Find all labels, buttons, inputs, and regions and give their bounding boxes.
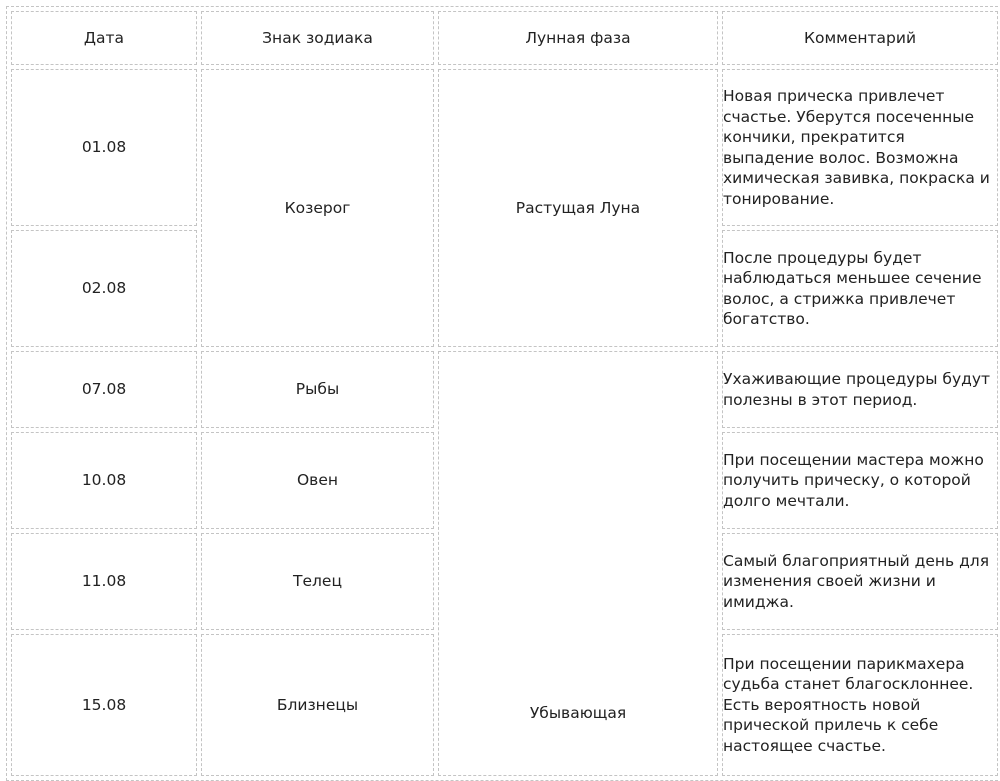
header-date: Дата [11,11,197,65]
date-cell: 02.08 [11,230,197,347]
date-cell: 01.08 [11,69,197,226]
date-cell: 10.08 [11,432,197,529]
header-zodiac-sign: Знак зодиака [201,11,434,65]
zodiac-sign-cell: Козерог [201,69,434,347]
comment-cell: Ухаживающие процедуры будут полезны в этот период. [722,351,998,428]
comment-cell: Самый благоприятный день для изменения своей жизни и имиджа. [722,533,998,630]
comment-cell: После процедуры будет наблюдаться меньшее сечение волос, а стрижка привлечет богатство. [722,230,998,347]
zodiac-sign-cell: Рыбы [201,351,434,428]
date-cell: 07.08 [11,351,197,428]
moon-phase-cell: Растущая Луна [438,69,718,347]
moon-phase-cell: Убывающая [438,351,718,776]
comment-cell: При посещении мастера можно получить прическу, о которой долго мечтали. [722,432,998,529]
comment-cell: При посещении парикмахера судьба станет благосклоннее. Есть вероятность новой прической прилечь к себе настоящее счастье. [722,634,998,776]
header-row [11,11,998,65]
date-cell: 15.08 [11,634,197,776]
zodiac-sign-cell: Овен [201,432,434,529]
header-moon-phase: Лунная фаза [438,11,718,65]
date-cell: 11.08 [11,533,197,630]
zodiac-sign-cell: Близнецы [201,634,434,776]
header-comment: Комментарий [722,11,998,65]
table-row [11,351,998,428]
haircut-calendar-table [6,6,1000,781]
comment-cell: Новая прическа привлечет счастье. Уберутся посеченные кончики, прекратится выпадение волос. Возможна химическая завивка, покраска и тонирование. [722,69,998,226]
table-row [11,69,998,226]
zodiac-sign-cell: Телец [201,533,434,630]
